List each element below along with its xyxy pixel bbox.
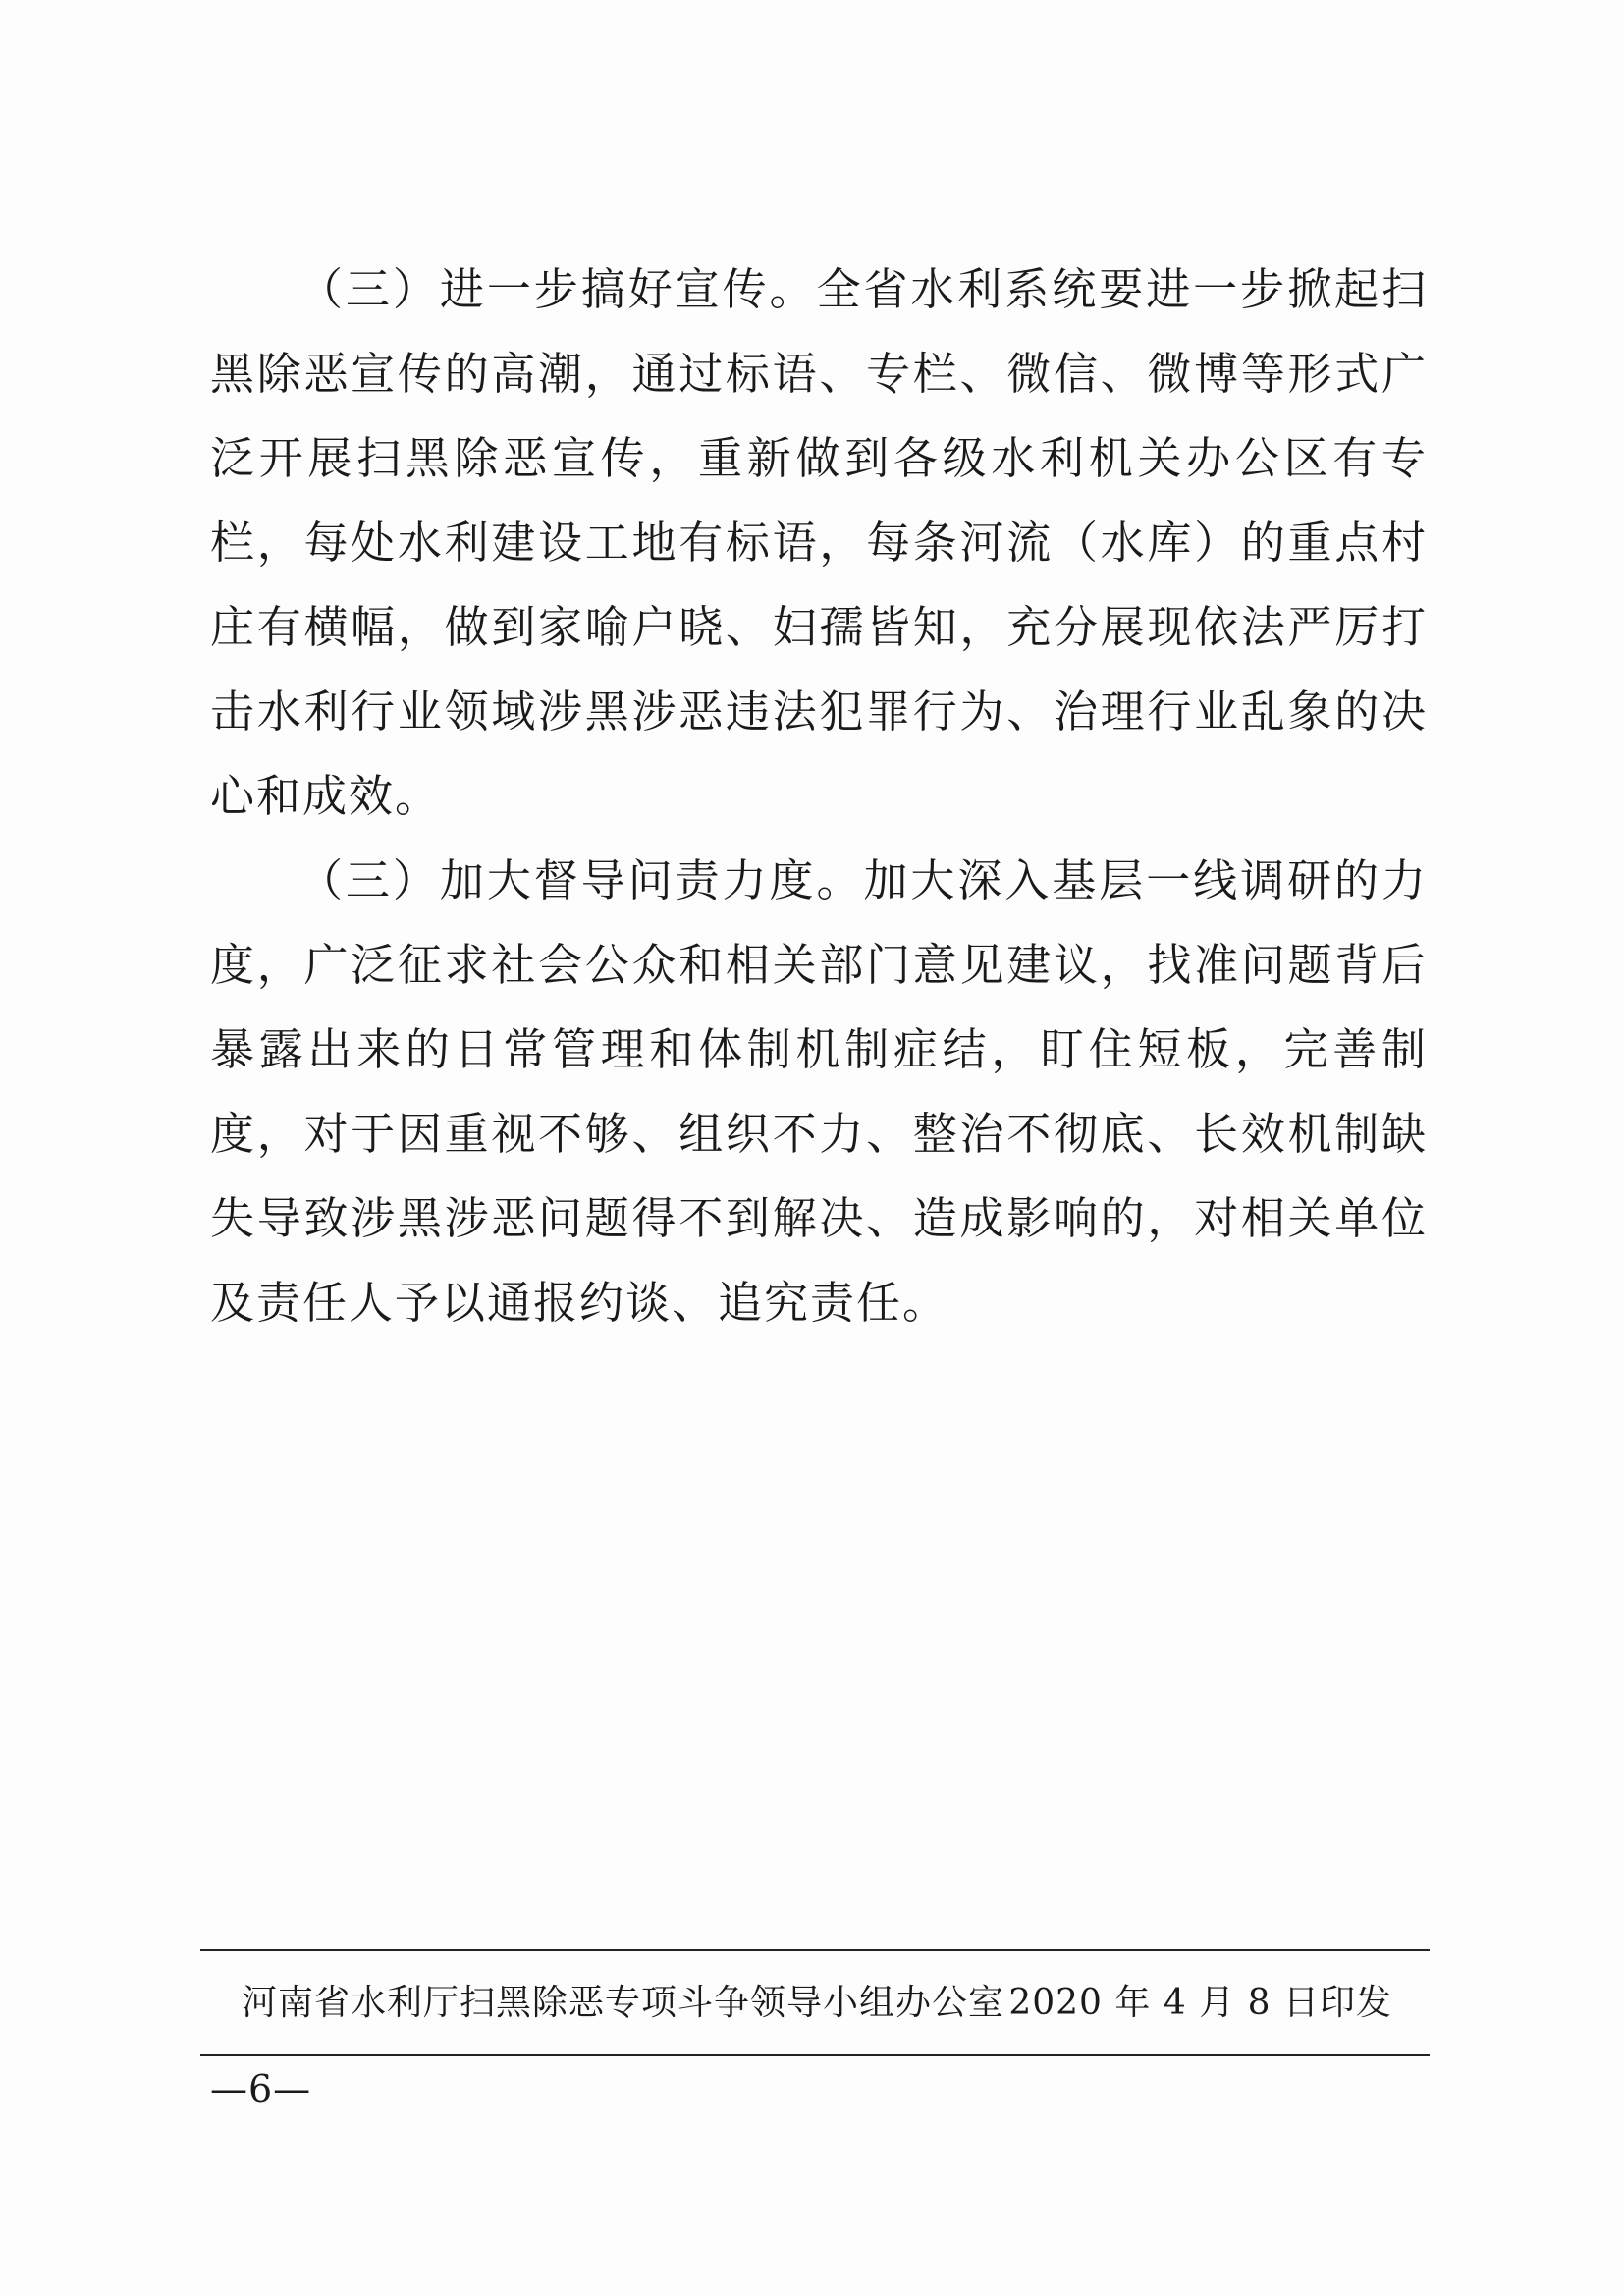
document-body (210, 247, 1428, 1345)
footer-top-rule (200, 1949, 1430, 1951)
paragraph-supervision: （三）加大督导问责力度。加大深入基层一线调研的力度，广泛征求社会公众和相关部门意见建议，找准问题背后暴露出来的日常管理和体制机制症结，盯住短板，完善制度，对于因重视不够、组织不力、整治不彻底、长效机制缺失导致涉黑涉恶问题得不到解决、造成影响的，对相关单位及责任人予以通报约谈、追究责任。 (210, 854, 1428, 1329)
footer-bottom-rule (200, 2054, 1430, 2056)
footer-issuer: 河南省水利厅扫黑除恶专项斗争领导小组办公室 (242, 1983, 1005, 2023)
page-number: —6— (210, 2067, 312, 2110)
paragraph-publicity: （三）进一步搞好宣传。全省水利系统要进一步掀起扫黑除恶宣传的高潮，通过标语、专栏、微信、微博等形式广泛开展扫黑除恶宣传，重新做到各级水利机关办公区有专栏，每处水利建设工地有标语，每条河流（水库）的重点村庄有横幅，做到家喻户晓、妇孺皆知，充分展现依法严厉打击水利行业领域涉黑涉恶违法犯罪行为、治理行业乱象的决心和成效。 (210, 263, 1428, 822)
footer-print-date: 2020 年 4 月 8 日印发 (1008, 1983, 1392, 2023)
footer-colophon (200, 1974, 1430, 2033)
